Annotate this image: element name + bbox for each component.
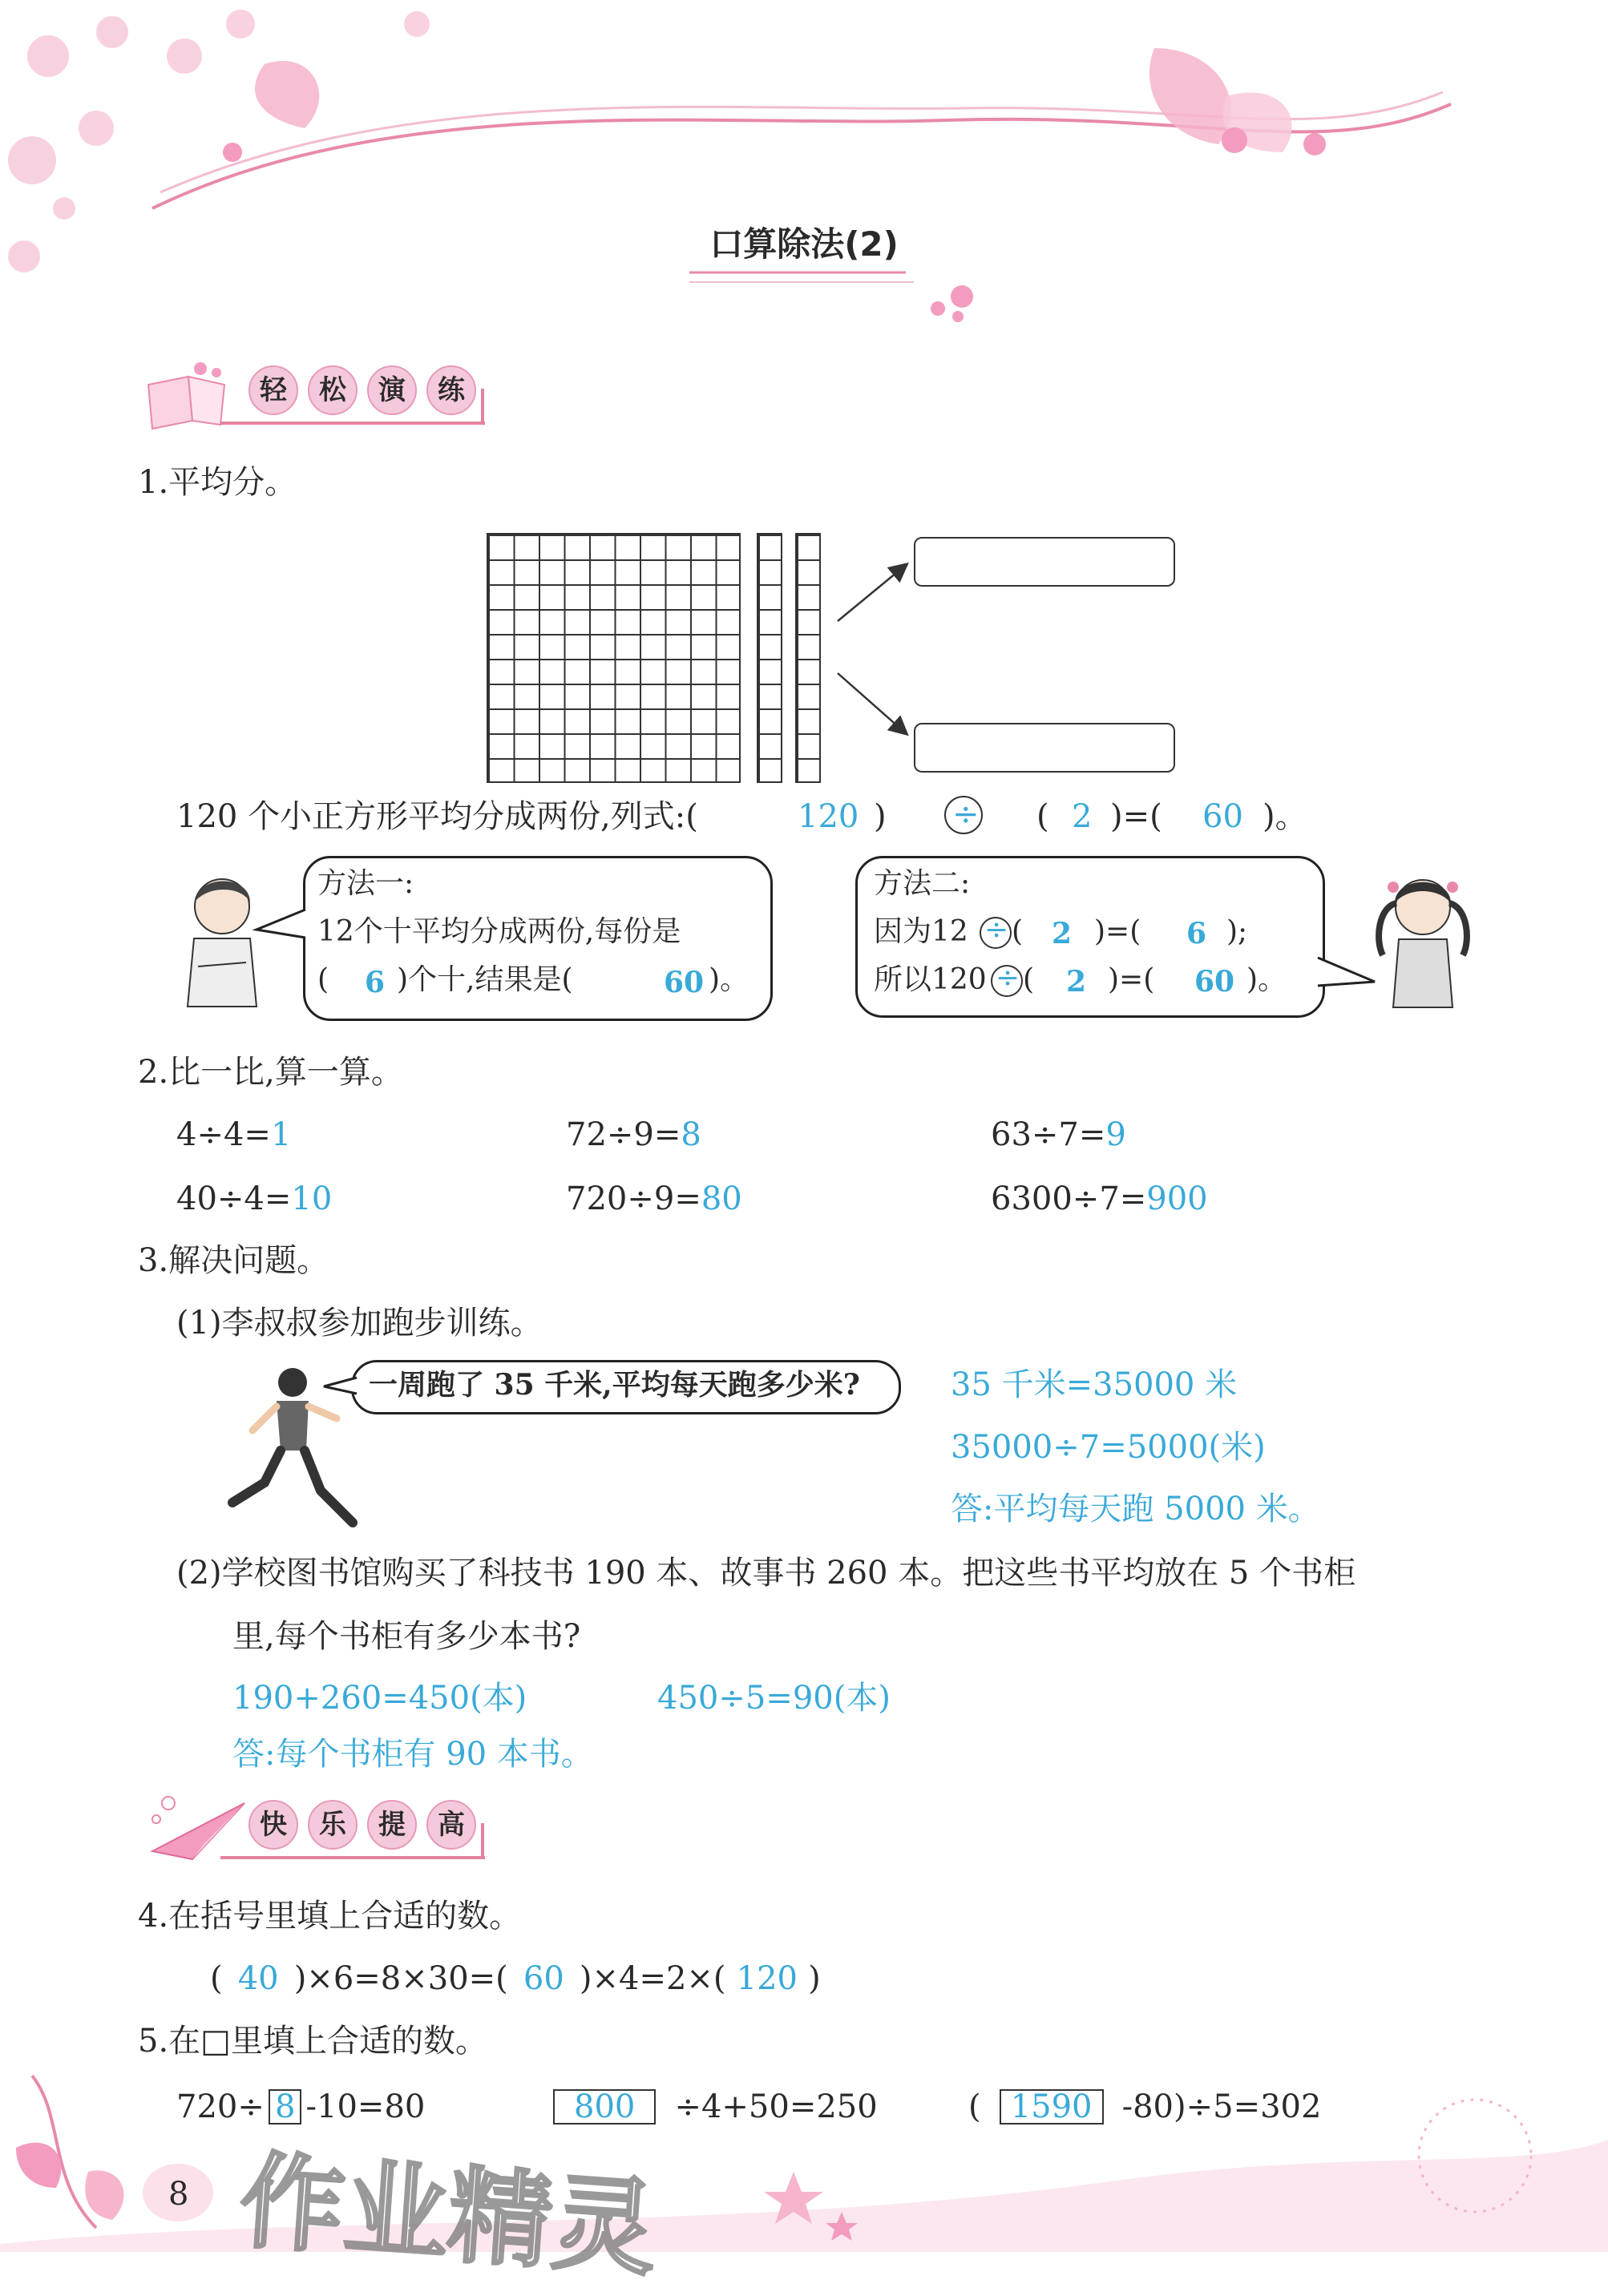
- method2-op: ÷: [984, 914, 1009, 946]
- method2-op: ÷: [996, 962, 1020, 995]
- section-title-char: 高: [426, 1800, 476, 1850]
- q3-part2-answer-step2[interactable]: 450÷5=90(本): [657, 1680, 891, 1717]
- q2-equation: [991, 1178, 1208, 1220]
- method2-title: 方法二:: [874, 867, 971, 900]
- method2-answer[interactable]: 6: [1186, 917, 1207, 950]
- method1-answer-result[interactable]: 60: [664, 966, 705, 999]
- q5-answer-box[interactable]: 8: [269, 2089, 301, 2125]
- q2-answer[interactable]: 900: [1146, 1180, 1208, 1217]
- answer-box-top[interactable]: [914, 537, 1175, 587]
- q4-answer[interactable]: 120: [736, 1960, 798, 1997]
- page-number: 8: [168, 2176, 189, 2213]
- split-arrows: [826, 545, 922, 753]
- q2-equation: [566, 1178, 742, 1220]
- method1-line2: )个十,结果是(: [397, 963, 573, 996]
- q1-answer-dividend[interactable]: 120: [798, 798, 859, 835]
- q1-paren: ): [874, 798, 887, 835]
- q3-part1-answer-line3[interactable]: 答:平均每天跑 5000 米。: [951, 1491, 1320, 1527]
- q3-title: 3.解决问题。: [138, 1242, 329, 1279]
- q4-answer[interactable]: 60: [523, 1960, 564, 1997]
- q4-equation: [210, 1958, 821, 1999]
- method2-answer[interactable]: 60: [1194, 965, 1235, 999]
- q2-equation: [566, 1114, 701, 1156]
- q2-expression: 63÷7=: [991, 1116, 1106, 1153]
- section-underline-edge: [481, 389, 484, 424]
- ten-strip: [757, 533, 782, 783]
- q3-part1-answer-line2[interactable]: 35000÷7=5000(米): [951, 1429, 1266, 1466]
- section-title-char: 提: [367, 1800, 417, 1850]
- header-decoration: [0, 0, 1608, 337]
- q1-end: )。: [1263, 798, 1307, 835]
- q3-part2-line2: 里,每个书柜有多少本书?: [232, 1618, 581, 1655]
- q5-text: (: [968, 2088, 981, 2125]
- method2-paren: (: [1012, 915, 1024, 948]
- q2-expression: 720÷9=: [566, 1180, 701, 1217]
- q3-part2-answer-step1[interactable]: 190+260=450(本): [232, 1680, 527, 1717]
- page-title: 口算除法(2): [709, 224, 899, 264]
- answer-box-bottom[interactable]: [914, 723, 1175, 773]
- section-title-char: 轻: [248, 365, 298, 415]
- q3-part1-title: (1)李叔叔参加跑步训练。: [176, 1305, 543, 1342]
- section-title-char: 演: [367, 365, 417, 415]
- q5-answer-box[interactable]: 800: [553, 2089, 656, 2125]
- watermark: 作业精灵: [236, 2140, 661, 2290]
- section-underline-edge: [481, 1823, 484, 1858]
- q4-text: )×4=2×(: [579, 1960, 726, 1997]
- hundred-square-grid: [487, 533, 741, 783]
- book-icon: [144, 361, 232, 433]
- section-title-char: 练: [426, 365, 476, 415]
- paper-plane-icon: [144, 1787, 248, 1867]
- q2-answer[interactable]: 1: [270, 1116, 292, 1153]
- q2-expression: 72÷9=: [566, 1116, 681, 1153]
- q5-answer-box[interactable]: 1590: [1000, 2089, 1104, 2125]
- method1-end: )。: [709, 963, 749, 996]
- q4-title: 4.在括号里填上合适的数。: [138, 1898, 522, 1935]
- q1-title: 1.平均分。: [138, 464, 297, 501]
- method2-answer[interactable]: 2: [1066, 965, 1087, 999]
- girl-illustration: [1363, 867, 1483, 1011]
- q3-part1-answer-line1[interactable]: 35 千米=35000 米: [951, 1366, 1238, 1403]
- q5-text: -10=80: [305, 2088, 426, 2125]
- section-underline: [220, 422, 485, 425]
- q1-answer-quotient[interactable]: 60: [1202, 798, 1243, 835]
- q2-expression: 40÷4=: [176, 1180, 292, 1217]
- q5-title: 5.在□里填上合适的数。: [138, 2023, 487, 2060]
- ten-strip: [795, 533, 821, 783]
- q2-equation: [176, 1114, 291, 1156]
- method1-paren: (: [317, 963, 329, 996]
- q2-equation: [176, 1178, 332, 1220]
- method2-answer[interactable]: 2: [1052, 917, 1073, 950]
- method2-line2-prefix: 所以120: [874, 963, 987, 996]
- method2-equals: )=(: [1094, 915, 1141, 948]
- q5-text: ÷4+50=250: [674, 2088, 878, 2125]
- q4-paren: ): [808, 1960, 821, 1997]
- bubble-tail: [321, 1374, 361, 1398]
- q4-text: )×6=8×30=(: [293, 1960, 508, 1997]
- q5-text: -80)÷5=302: [1121, 2088, 1322, 2125]
- q2-answer[interactable]: 8: [681, 1116, 701, 1153]
- method1-line1: 12个十平均分成两份,每份是: [317, 915, 681, 948]
- method1-answer-tens[interactable]: 6: [365, 966, 386, 999]
- q2-expression: 4÷4=: [176, 1116, 271, 1153]
- q1-statement: 120 个小正方形平均分成两份,列式:(: [176, 798, 698, 835]
- q4-answer[interactable]: 40: [237, 1960, 279, 1997]
- section-title-char: 松: [308, 365, 358, 415]
- q3-part2-line1: (2)学校图书馆购买了科技书 190 本、故事书 260 本。把这些书平均放在 5 个书柜: [176, 1555, 1356, 1592]
- q1-answer-divisor[interactable]: 2: [1072, 798, 1093, 835]
- method2-end: )。: [1246, 963, 1287, 996]
- bubble-tail: [253, 906, 309, 946]
- q2-equation: [991, 1114, 1126, 1156]
- q2-expression: 6300÷7=: [991, 1180, 1147, 1217]
- q2-title: 2.比一比,算一算。: [138, 1054, 403, 1091]
- q4-paren: (: [210, 1960, 223, 1997]
- method2-equals: )=(: [1108, 963, 1155, 996]
- q3-part2-answer-final[interactable]: 答:每个书柜有 90 本书。: [232, 1736, 593, 1773]
- method2-end: );: [1226, 915, 1248, 948]
- method2-paren: (: [1023, 963, 1035, 996]
- q5-text: 720÷: [176, 2088, 265, 2125]
- q2-answer[interactable]: 9: [1105, 1116, 1126, 1153]
- section-title-char: 乐: [308, 1800, 358, 1850]
- section-underline: [220, 1856, 485, 1859]
- section-title-char: 快: [248, 1800, 298, 1850]
- q1-paren: (: [1036, 798, 1049, 835]
- q1-operator: ÷: [952, 796, 980, 833]
- q1-equals: )=(: [1110, 798, 1162, 835]
- q2-answer[interactable]: 80: [701, 1180, 742, 1217]
- q2-answer[interactable]: 10: [291, 1180, 333, 1217]
- method1-title: 方法一:: [317, 867, 414, 900]
- method2-line1-prefix: 因为12: [874, 915, 968, 948]
- runner-speech-text: 一周跑了 35 千米,平均每天跑多少米?: [369, 1368, 860, 1402]
